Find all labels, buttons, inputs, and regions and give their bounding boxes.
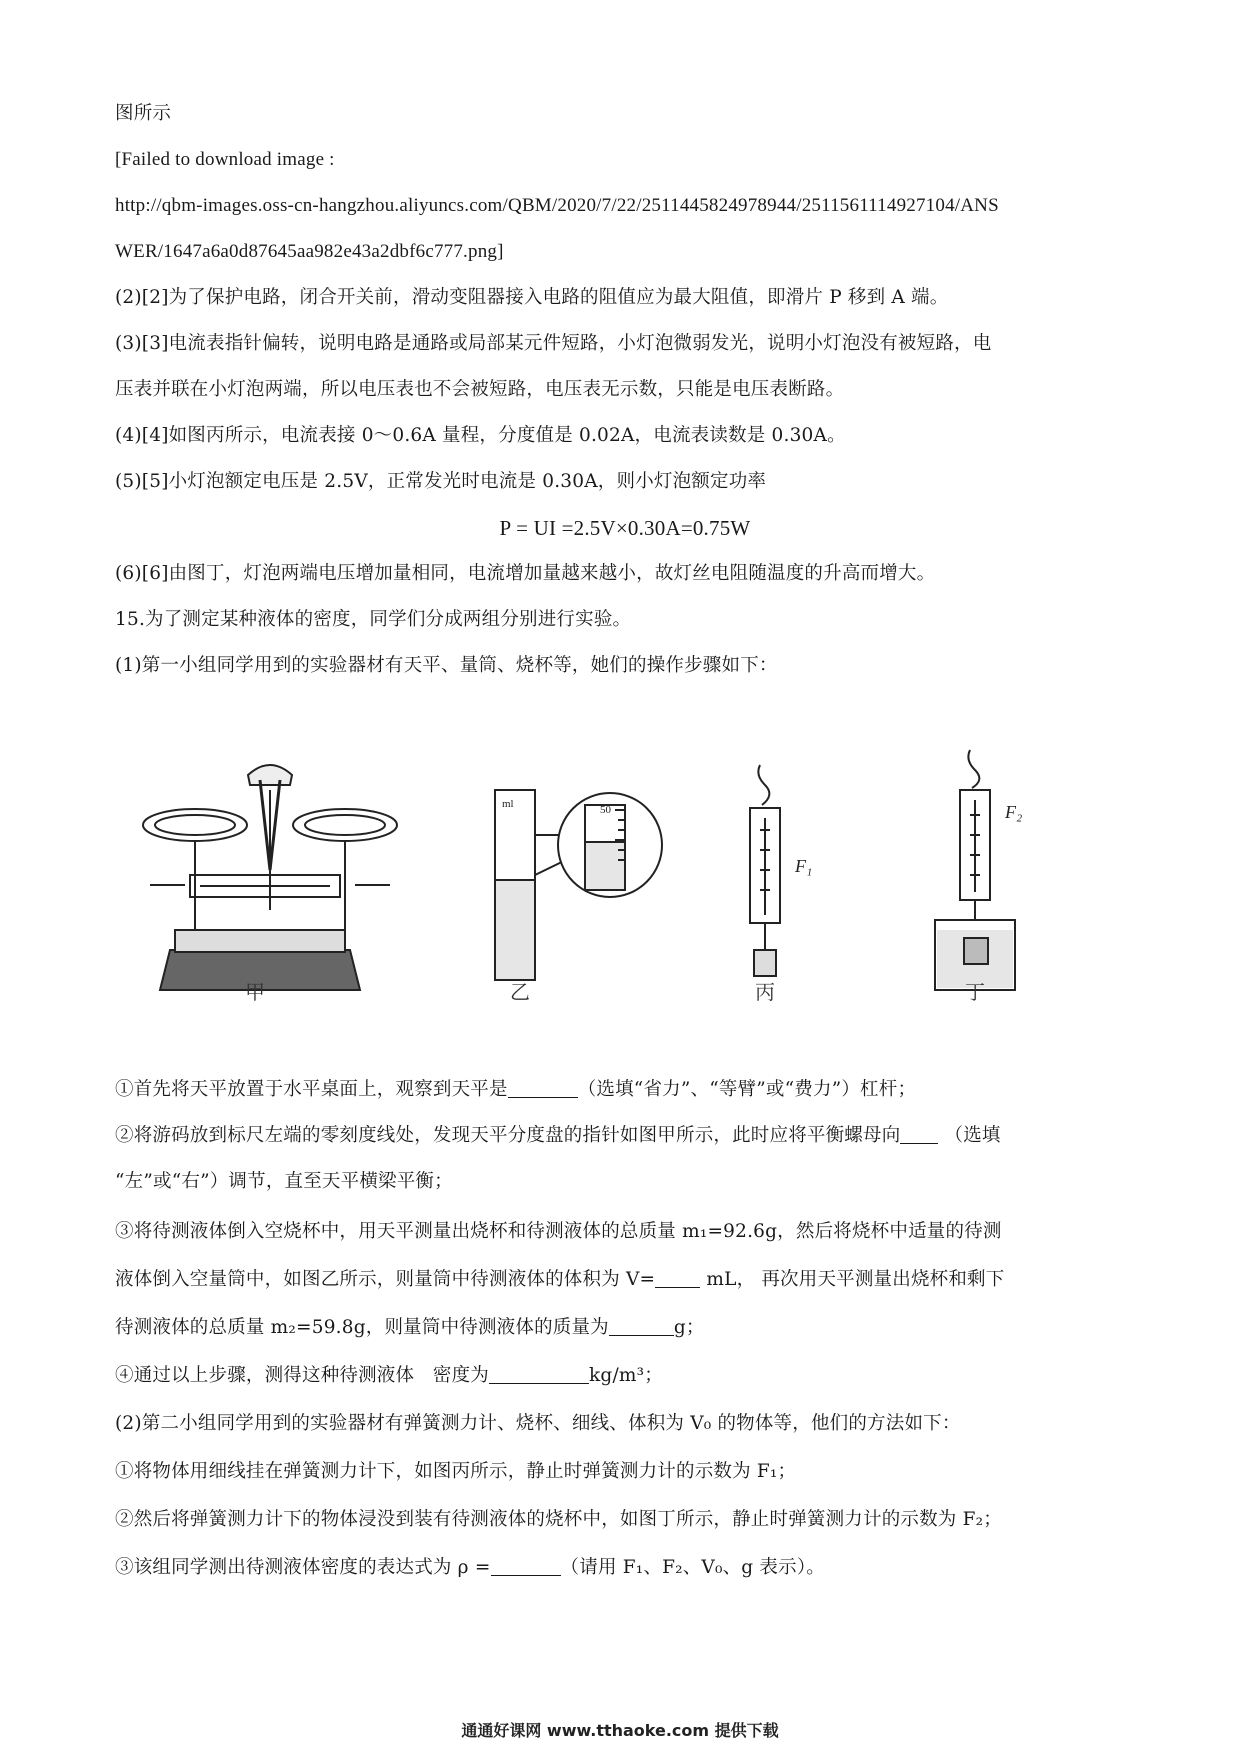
text-line: [Failed to download image : [115,149,335,170]
caption-ding: 丁 [965,980,985,1004]
caption-jia: 甲 [245,980,265,1004]
image-url: http://qbm-images.oss-cn-hangzhou.aliyuncs.com/QBM/2020/7/22/2511445824978944/2511561114927104/ANS [115,195,999,216]
text-line: (5)[5]小灯泡额定电压是 2.5V，正常发光时电流是 0.30A，则小灯泡额定功率 [115,471,767,492]
text-line: 图所示 [115,103,172,124]
text-line: 压表并联在小灯泡两端，所以电压表也不会被短路，电压表无示数，只能是电压表断路。 [115,379,845,400]
caption-bing: 丙 [755,980,775,1004]
text-line: ①将物体用细线挂在弹簧测力计下，如图丙所示，静止时弹簧测力计的示数为 F₁； [115,1461,797,1482]
text-line: (2)第二小组同学用到的实验器材有弹簧测力计、烧杯、细线、体积为 V₀ 的物体等，他们的方法如下： [115,1413,961,1434]
answer-blank [491,1555,561,1576]
question-step: 液体倒入空量筒中，如图乙所示，则量筒中待测液体的体积为 V= mL， 再次用天平测量出烧杯和剩下 [115,1269,1005,1290]
page-footer: 通通好课网 www.tthaoke.com 提供下载 [461,1721,779,1740]
question-step: ④通过以上步骤，测得这种待测液体 密度为 kg/m³； [115,1365,663,1386]
text-line: (1)第一小组同学用到的实验器材有天平、量筒、烧杯等，她们的操作步骤如下： [115,655,778,676]
spring-scale-beaker-icon [935,750,1015,990]
label-f1: F₁ [795,856,813,876]
question-step: ③将待测液体倒入空烧杯中，用天平测量出烧杯和待测液体的总质量 m₁=92.6g，然后将烧杯中适量的待测 [115,1221,1002,1242]
balance-icon [143,765,397,990]
cylinder-mark-label: 50 [600,804,611,816]
answer-blank [655,1267,700,1288]
answer-blank [900,1123,938,1144]
text-line: (3)[3]电流表指针偏转，说明电路是通路或局部某元件短路，小灯泡微弱发光，说明小灯泡没有被短路，电 [115,333,992,354]
cylinder-unit-label: ml [502,798,514,810]
spring-scale-icon [750,765,780,976]
question-step: ②将游码放到标尺左端的零刻度线处，发现天平分度盘的指针如图甲所示，此时应将平衡螺母向 （选填 [115,1125,1001,1146]
text-line: (6)[6]由图丁，灯泡两端电压增加量相同，电流增加量越来越小，故灯丝电阻随温度的升高而增大。 [115,563,936,584]
text-line: (2)[2]为了保护电路，闭合开关前，滑动变阻器接入电路的阻值应为最大阻值，即滑片 P 移到 A 端。 [115,287,949,308]
figure-drawings [130,740,1130,1010]
caption-yi: 乙 [510,980,530,1004]
answer-blank [489,1363,589,1384]
answer-blank [508,1077,578,1098]
label-f2: F₂ [1005,802,1023,822]
answer-blank [609,1315,674,1336]
formula: P = UI =2.5V×0.30A=0.75W [499,516,751,540]
text-line: (4)[4]如图丙所示，电流表接 0～0.6A 量程，分度值是 0.02A，电流表读数是 0.30A。 [115,425,846,446]
text-line: ②然后将弹簧测力计下的物体浸没到装有待测液体的烧杯中，如图丁所示，静止时弹簧测力计的示数为 F₂； [115,1509,1002,1530]
image-url: WER/1647a6a0d87645aa982e43a2dbf6c777.png] [115,241,504,262]
cylinder-icon [495,790,662,980]
experiment-figure [130,740,1130,1010]
question-step: 待测液体的总质量 m₂=59.8g，则量筒中待测液体的质量为 g； [115,1317,705,1338]
question-step: ①首先将天平放置于水平桌面上，观察到天平是 （选填“省力”、“等臂”或“费力”）杠杆； [115,1079,917,1100]
question-title: 15.为了测定某种液体的密度，同学们分成两组分别进行实验。 [115,609,632,630]
text-line: “左”或“右”）调节，直至天平横梁平衡； [115,1171,453,1192]
question-step: ③该组同学测出待测液体密度的表达式为 ρ = （请用 F₁、F₂、V₀、g 表示）。 [115,1557,825,1578]
